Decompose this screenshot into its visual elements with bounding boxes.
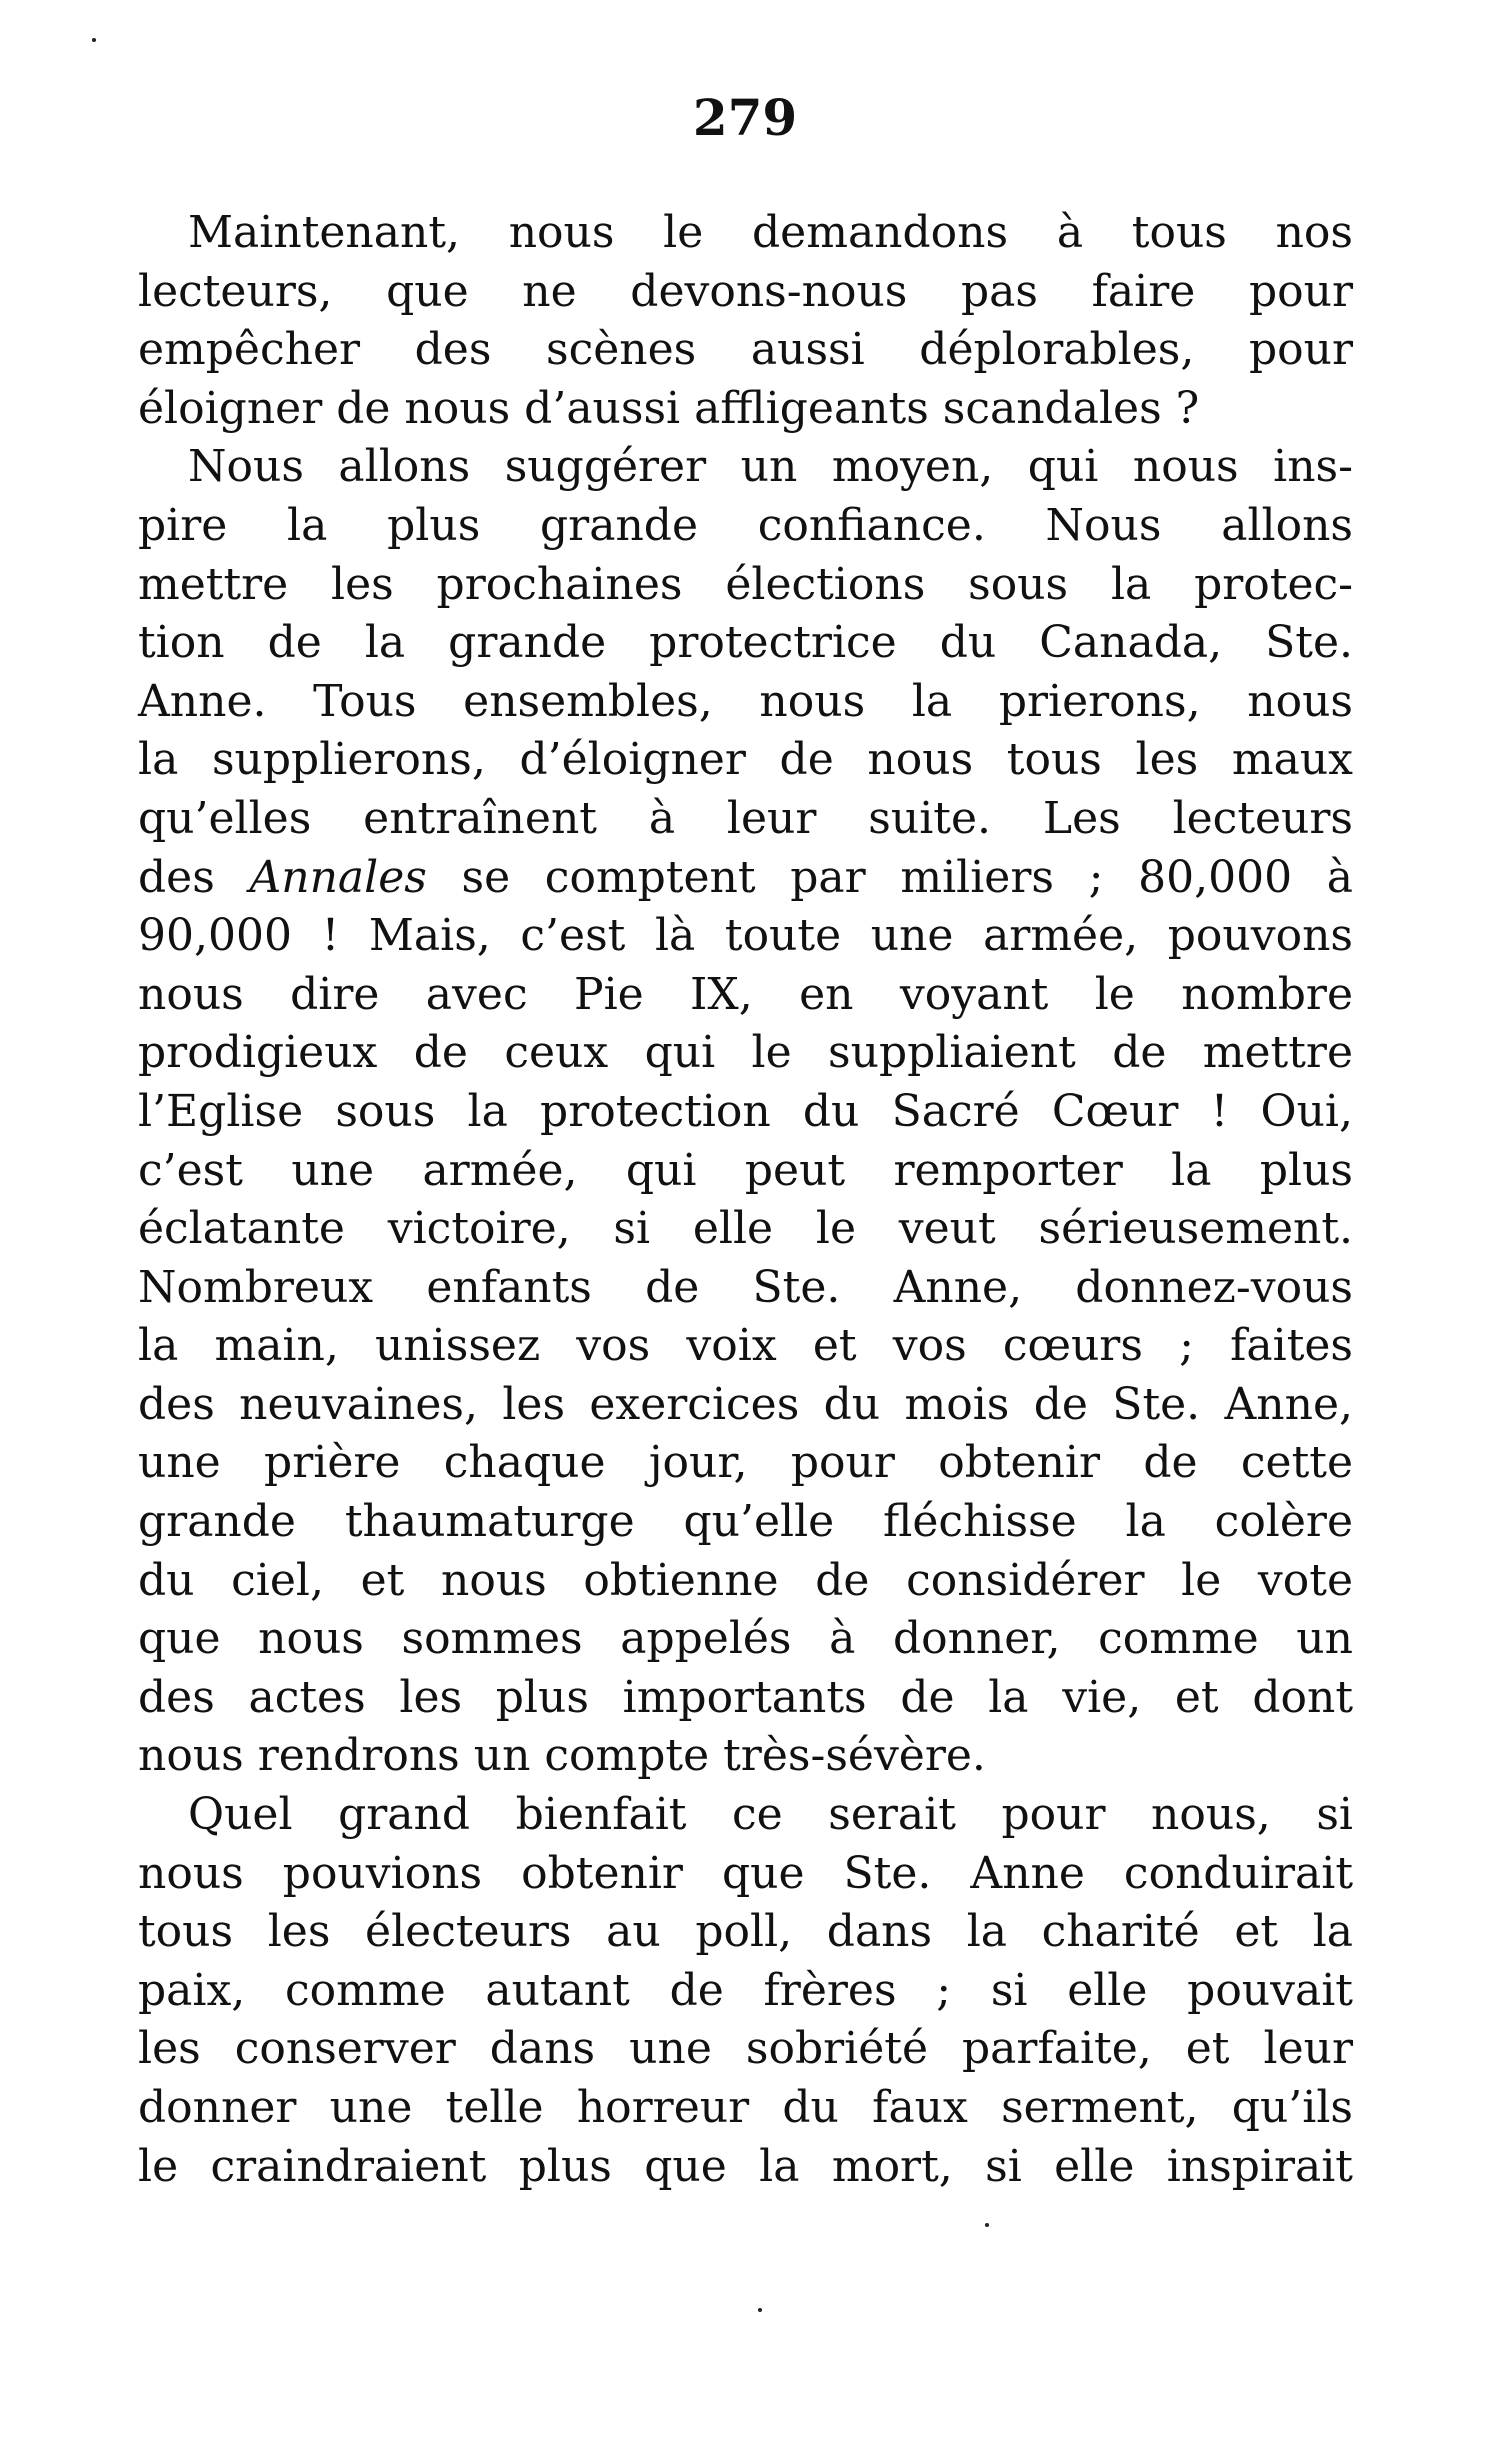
print-speck <box>758 2308 762 2312</box>
text-line: les conserver dans une sobriété parfaite, et leur <box>138 2023 1353 2075</box>
text-line: une prière chaque jour, pour obtenir de cette <box>138 1437 1353 1489</box>
text-line: prodigieux de ceux qui le suppliaient de mettre <box>138 1027 1353 1079</box>
text-line: éclatante victoire, si elle le veut sérieusement. <box>138 1203 1353 1255</box>
text-line: qu’elles entraînent à leur suite. Les lecteurs <box>138 792 1353 844</box>
text-line: nous rendrons un compte très-sévère. <box>138 1730 986 1782</box>
text-run: des <box>138 851 215 903</box>
body-text <box>138 204 1353 2196</box>
print-speck <box>92 38 96 42</box>
text-run: se comptent par miliers ; 80,000 à <box>461 851 1353 903</box>
text-line: pire la plus grande confiance. Nous allons <box>138 499 1353 551</box>
text-line: Anne. Tous ensembles, nous la prierons, nous <box>138 675 1353 727</box>
text-line: éloigner de nous d’aussi affligeants scandales ? <box>138 382 1200 434</box>
text-line <box>138 849 1353 908</box>
text-line: Quel grand bienfait ce serait pour nous, si <box>188 1789 1353 1841</box>
text-line: grande thaumaturge qu’elle fléchisse la colère <box>138 1496 1353 1548</box>
page-number: 279 <box>692 88 798 147</box>
text-line: des actes les plus importants de la vie, et dont <box>138 1671 1353 1723</box>
text-line: tous les électeurs au poll, dans la charité et la <box>138 1906 1353 1958</box>
text-line: Nombreux enfants de Ste. Anne, donnez-vous <box>138 1261 1353 1313</box>
text-line: Nous allons suggérer un moyen, qui nous ins- <box>188 441 1353 493</box>
text-line: c’est une armée, qui peut remporter la plus <box>138 1144 1353 1196</box>
text-line: donner une telle horreur du faux serment, qu’ils <box>138 2082 1353 2133</box>
text-line: mettre les prochaines élections sous la protec- <box>138 558 1353 610</box>
text-line: nous dire avec Pie IX, en voyant le nombre <box>138 968 1353 1020</box>
text-line: le craindraient plus que la mort, si elle inspirait <box>138 2140 1353 2192</box>
text-line: lecteurs, que ne devons-nous pas faire pour <box>138 265 1353 317</box>
text-line: que nous sommes appelés à donner, comme un <box>138 1613 1353 1665</box>
print-speck <box>985 2223 989 2227</box>
text-line: Maintenant, nous le demandons à tous nos <box>188 207 1353 258</box>
text-line: nous pouvions obtenir que Ste. Anne conduirait <box>138 1847 1353 1899</box>
text-line: tion de la grande protectrice du Canada, Ste. <box>138 617 1353 669</box>
italic-title: Annales <box>249 851 427 903</box>
text-line: du ciel, et nous obtienne de considérer le vote <box>138 1554 1353 1606</box>
text-line: des neuvaines, les exercices du mois de Ste. Anne, <box>138 1378 1353 1430</box>
text-line: paix, comme autant de frères ; si elle pouvait <box>138 1964 1353 2016</box>
text-line: l’Eglise sous la protection du Sacré Cœur ! Oui, <box>138 1085 1353 1137</box>
text-line: 90,000 ! Mais, c’est là toute une armée, pouvons <box>138 910 1353 962</box>
text-line: empêcher des scènes aussi déplorables, pour <box>138 324 1353 376</box>
text-line: la main, unissez vos voix et vos cœurs ; faites <box>138 1320 1353 1372</box>
text-line: la supplierons, d’éloigner de nous tous les maux <box>138 734 1353 786</box>
